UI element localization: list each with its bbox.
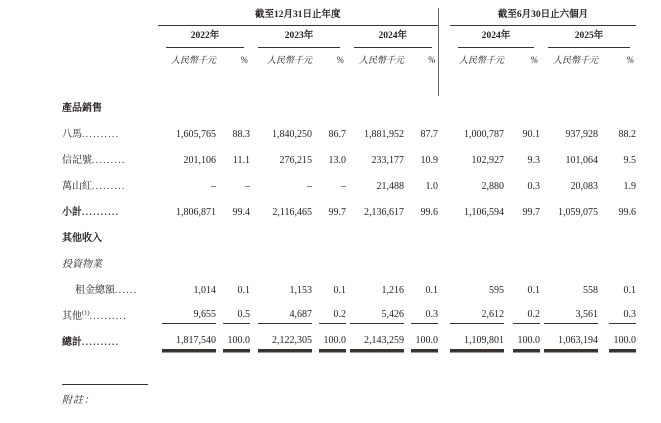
row-label-text: 總計 bbox=[62, 337, 82, 349]
cell-value: 88.3 bbox=[232, 129, 250, 141]
cell-value: 1,000,787 bbox=[464, 129, 504, 141]
row-label-text: 投資物業 bbox=[62, 259, 102, 271]
row-label bbox=[62, 278, 158, 304]
row-label-text: 其他 bbox=[62, 311, 82, 323]
cell-value: 233,177 bbox=[371, 155, 404, 167]
row-label-text: 萬山紅 bbox=[62, 181, 92, 193]
group-divider bbox=[438, 26, 450, 47]
dot-leader: ...... bbox=[115, 285, 138, 296]
cell-value: 99.7 bbox=[522, 207, 540, 219]
cell-value: – bbox=[245, 181, 250, 193]
cell-value: 9.5 bbox=[623, 155, 636, 167]
cell-value: 1,063,194 bbox=[540, 330, 598, 356]
table-row bbox=[62, 122, 636, 148]
table-row bbox=[62, 226, 636, 252]
period-interim-header: 截至6月30日止六個月 bbox=[450, 10, 636, 26]
cell-value: 100.0 bbox=[404, 330, 438, 356]
cell-value: 1,059,075 bbox=[558, 207, 598, 219]
cell-value: 9,655 bbox=[158, 304, 216, 330]
group-divider bbox=[438, 8, 450, 26]
row-label bbox=[62, 304, 158, 330]
table-body bbox=[62, 96, 636, 356]
dot-leader: .......... bbox=[82, 207, 120, 218]
period-header-row bbox=[62, 8, 636, 26]
cell-value: 20,083 bbox=[570, 181, 598, 193]
table-row bbox=[62, 252, 636, 278]
cell-value: 1.9 bbox=[623, 181, 636, 193]
group-divider bbox=[438, 48, 450, 96]
empty-cells bbox=[158, 226, 636, 252]
table-row bbox=[62, 330, 636, 356]
cell-value: 100.0 bbox=[216, 330, 250, 356]
row-label bbox=[62, 330, 158, 356]
footnote-divider bbox=[62, 384, 148, 385]
cell-value: – bbox=[211, 181, 216, 193]
year-header-2024: 2024年 bbox=[354, 31, 432, 47]
cell-value: 1,881,952 bbox=[364, 129, 404, 141]
dot-leader: .......... bbox=[82, 337, 120, 348]
cell-value: 0.3 bbox=[527, 181, 540, 193]
dot-leader: .......... bbox=[89, 311, 128, 322]
year-header-2024-interim: 2024年 bbox=[458, 31, 534, 47]
cell-value: 99.6 bbox=[420, 207, 438, 219]
cell-value: 558 bbox=[583, 285, 598, 297]
row-label bbox=[62, 174, 158, 200]
revenue-table bbox=[62, 8, 636, 356]
percent-label: % bbox=[336, 54, 344, 65]
cell-value: 87.7 bbox=[420, 129, 438, 141]
unit-label: 人民幣千元 bbox=[170, 54, 216, 65]
cell-value: 99.4 bbox=[232, 207, 250, 219]
cell-value: 1,605,765 bbox=[176, 129, 216, 141]
percent-label: % bbox=[626, 54, 634, 65]
group-spacer bbox=[438, 200, 450, 226]
label-column-header bbox=[62, 8, 158, 26]
cell-value: 2,612 bbox=[450, 304, 504, 330]
footnote-section bbox=[62, 384, 661, 406]
row-label bbox=[62, 96, 158, 122]
percent-label: % bbox=[428, 54, 436, 65]
cell-value: 0.5 bbox=[216, 304, 250, 330]
cell-value: 1,216 bbox=[381, 285, 404, 297]
group-spacer bbox=[438, 330, 450, 356]
percent-label: % bbox=[240, 54, 248, 65]
cell-value: 1,109,801 bbox=[450, 330, 504, 356]
cell-value: 937,928 bbox=[565, 129, 598, 141]
row-label-text: 八馬 bbox=[62, 129, 82, 141]
cell-value: 100.0 bbox=[598, 330, 636, 356]
year-header-2022: 2022年 bbox=[166, 31, 244, 47]
unit-label: 人民幣千元 bbox=[458, 54, 504, 65]
cell-value: 99.7 bbox=[328, 207, 346, 219]
group-spacer bbox=[438, 122, 450, 148]
cell-value: 2,122,305 bbox=[250, 330, 312, 356]
footnote-reference: (1) bbox=[82, 309, 90, 317]
cell-value: 0.3 bbox=[598, 304, 636, 330]
cell-value: 11.1 bbox=[232, 155, 250, 167]
cell-value: 0.3 bbox=[404, 304, 438, 330]
cell-value: 1,014 bbox=[193, 285, 216, 297]
cell-value: – bbox=[307, 181, 312, 193]
row-label-text: 其他收入 bbox=[62, 233, 102, 245]
cell-value: 0.1 bbox=[527, 285, 540, 297]
empty-cells bbox=[158, 96, 636, 122]
group-spacer bbox=[438, 148, 450, 174]
cell-value: 0.2 bbox=[312, 304, 346, 330]
empty-cells bbox=[158, 252, 636, 278]
cell-value: 1,153 bbox=[289, 285, 312, 297]
footnote-label: 附註： bbox=[62, 394, 95, 406]
table-row bbox=[62, 148, 636, 174]
cell-value: 3,561 bbox=[540, 304, 598, 330]
table-row bbox=[62, 304, 636, 330]
cell-value: 101,064 bbox=[565, 155, 598, 167]
cell-value: 201,106 bbox=[183, 155, 216, 167]
cell-value: 0.1 bbox=[333, 285, 346, 297]
cell-value: 276,215 bbox=[279, 155, 312, 167]
unit-header-row bbox=[62, 48, 636, 96]
table-row bbox=[62, 200, 636, 226]
cell-value: 4,687 bbox=[250, 304, 312, 330]
year-header-2023: 2023年 bbox=[258, 31, 340, 47]
cell-value: 5,426 bbox=[346, 304, 404, 330]
cell-value: 102,927 bbox=[471, 155, 504, 167]
table-row bbox=[62, 174, 636, 200]
cell-value: – bbox=[341, 181, 346, 193]
cell-value: 86.7 bbox=[328, 129, 346, 141]
cell-value: 21,488 bbox=[376, 181, 404, 193]
dot-leader: .......... bbox=[82, 129, 120, 140]
row-label bbox=[62, 148, 158, 174]
dot-leader: ......... bbox=[92, 181, 126, 192]
cell-value: 1,106,594 bbox=[464, 207, 504, 219]
group-spacer bbox=[438, 304, 450, 330]
row-label bbox=[62, 252, 158, 278]
row-label bbox=[62, 122, 158, 148]
table-row bbox=[62, 278, 636, 304]
group-spacer bbox=[438, 278, 450, 304]
cell-value: 2,143,259 bbox=[346, 330, 404, 356]
cell-value: 99.6 bbox=[618, 207, 636, 219]
table-row bbox=[62, 96, 636, 122]
row-label-text: 租金總額 bbox=[75, 285, 115, 297]
cell-value: 13.0 bbox=[328, 155, 346, 167]
unit-label: 人民幣千元 bbox=[266, 54, 312, 65]
cell-value: 100.0 bbox=[312, 330, 346, 356]
cell-value: 100.0 bbox=[504, 330, 540, 356]
cell-value: 0.1 bbox=[237, 285, 250, 297]
cell-value: 10.9 bbox=[420, 155, 438, 167]
cell-value: 1,840,250 bbox=[272, 129, 312, 141]
cell-value: 1.0 bbox=[425, 181, 438, 193]
group-spacer bbox=[438, 174, 450, 200]
cell-value: 2,136,617 bbox=[364, 207, 404, 219]
cell-value: 9.3 bbox=[527, 155, 540, 167]
year-header-row bbox=[62, 26, 636, 47]
row-label-text: 信記號 bbox=[62, 155, 92, 167]
cell-value: 595 bbox=[489, 285, 504, 297]
cell-value: 90.1 bbox=[522, 129, 540, 141]
dot-leader: ......... bbox=[92, 155, 126, 166]
period-annual-header: 截至12月31日止年度 bbox=[158, 10, 438, 26]
cell-value: 1,817,540 bbox=[158, 330, 216, 356]
cell-value: 88.2 bbox=[618, 129, 636, 141]
row-label bbox=[62, 200, 158, 226]
cell-value: 1,806,871 bbox=[176, 207, 216, 219]
unit-label: 人民幣千元 bbox=[552, 54, 598, 65]
year-header-2025-interim: 2025年 bbox=[548, 31, 630, 47]
cell-value: 0.1 bbox=[425, 285, 438, 297]
cell-value: 0.2 bbox=[504, 304, 540, 330]
cell-value: 0.1 bbox=[623, 285, 636, 297]
row-label-text: 產品銷售 bbox=[62, 103, 102, 115]
cell-value: 2,116,465 bbox=[272, 207, 312, 219]
unit-label: 人民幣千元 bbox=[358, 54, 404, 65]
row-label bbox=[62, 226, 158, 252]
cell-value: 2,880 bbox=[481, 181, 504, 193]
percent-label: % bbox=[530, 54, 538, 65]
row-label-text: 小計 bbox=[62, 207, 82, 219]
